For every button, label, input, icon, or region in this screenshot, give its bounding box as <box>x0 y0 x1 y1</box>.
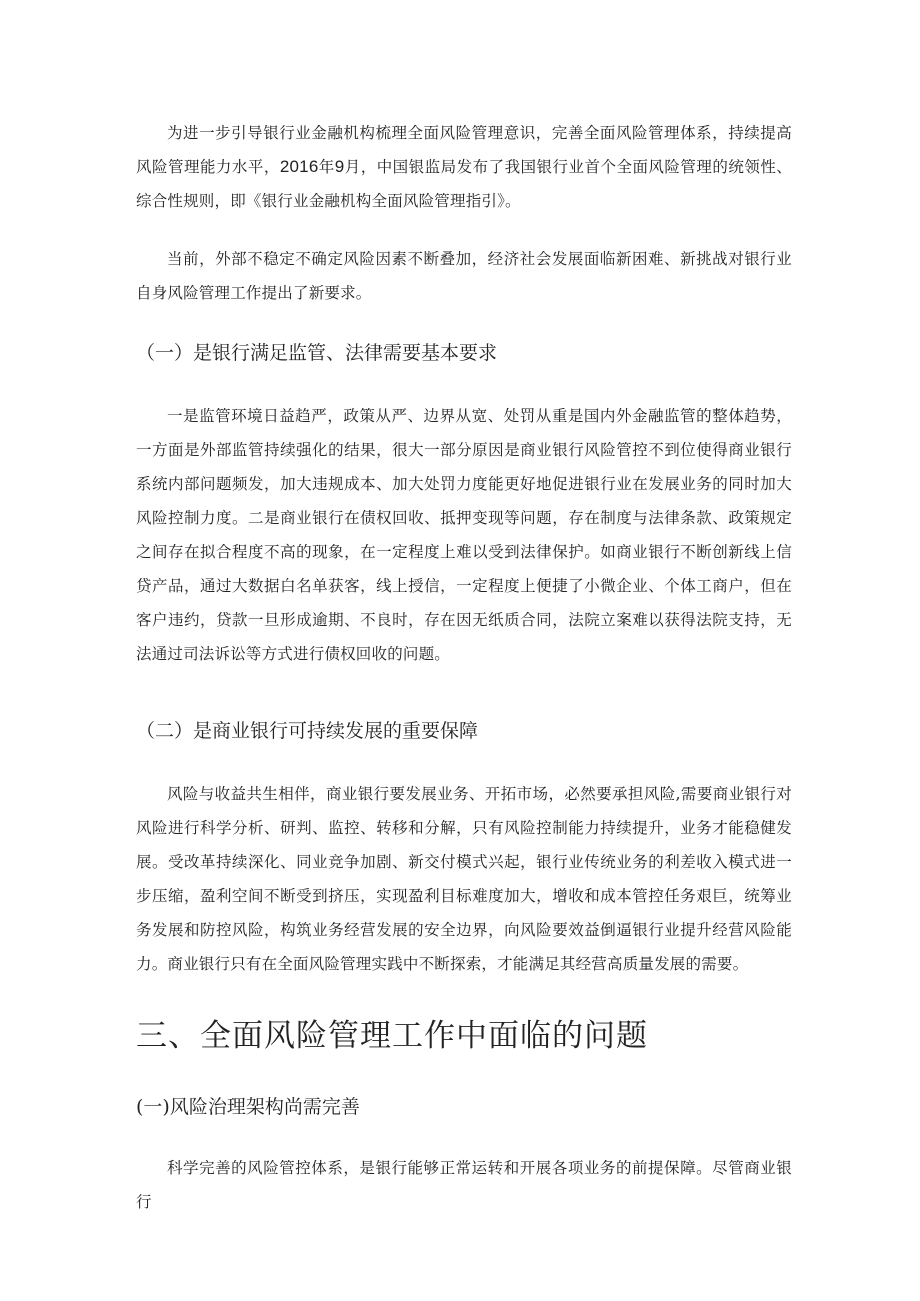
paragraph-governance: 科学完善的风险管控体系，是银行能够正常运转和开展各项业务的前提保障。尽管商业银行 <box>136 1159 792 1211</box>
section-title-problems: 三、全面风险管理工作中面临的问题 <box>136 1018 648 1054</box>
intro-text-part1: 为进一步引导银行业金融机构梳理全面风险管理意识，完善全面风险管理体系，持续提高风险管理能力水平， <box>136 124 792 176</box>
subheading-regulatory-requirement: （一）是银行满足监管、法律需要基本要求 <box>136 342 498 364</box>
paragraph-sustainable: 风险与收益共生相伴，商业银行要发展业务、开拓市场，必然要承担风险,需要商业银行对风险进行科学分析、研判、监控、转移和分解，只有风险控制能力持续提升，业务才能稳健发展。受改革持续深化、同业竞争加剧、新交付模式兴起，银行业传统业务的利差收入模式进一步压缩，盈利空间不断受到挤压，实现盈利目标难度加大，增收和成本管控任务艰巨，统筹业务发展和防控风险，构筑业务经营发展的安全边界，向风险要效益倒逼银行业提升经营风险能力。商业银行只有在全面风险管理实践中不断探索，才能满足其经营高质量发展的需要。 <box>136 785 792 973</box>
intro-year: 2016 <box>279 157 319 176</box>
paragraph-regulatory: 一是监管环境日益趋严，政策从严、边界从宽、处罚从重是国内外金融监管的整体趋势，一方面是外部监管持续强化的结果，很大一部分原因是商业银行风险管控不到位使得商业银行系统内部问题频发，加大违规成本、加大处罚力度能更好地促进银行业在发展业务的同时加大风险控制力度。二是商业银行在债权回收、抵押变现等问题，存在制度与法律条款、政策规定之间存在拟合程度不高的现象，在一定程度上难以受到法律保护。如商业银行不断创新线上信贷产品，通过大数据白名单获客，线上授信，一定程度上便捷了小微企业、个体工商户，但在客户违约，贷款一旦形成逾期、不良时，存在因无纸质合同，法院立案难以获得法院支持，无法通过司法诉讼等方式进行债权回收的问题。 <box>136 407 792 663</box>
intro-month: 9 <box>334 157 345 176</box>
subheading-governance: (一)风险治理架构尚需完善 <box>136 1096 360 1118</box>
subheading-sustainable-development: （二）是商业银行可持续发展的重要保障 <box>136 720 479 742</box>
paragraph-intro <box>136 116 792 218</box>
intro-year-unit: 年 <box>318 158 335 176</box>
paragraph-current: 当前，外部不稳定不确定风险因素不断叠加，经济社会发展面临新困难、新挑战对银行业自身风险管理工作提出了新要求。 <box>136 250 792 302</box>
intro-text-part2: 月，中国银监局发布了我国银行业首个全面风险管理的统领性、综合性规则，即《银行业金融机构全面风险管理指引》。 <box>136 158 793 210</box>
